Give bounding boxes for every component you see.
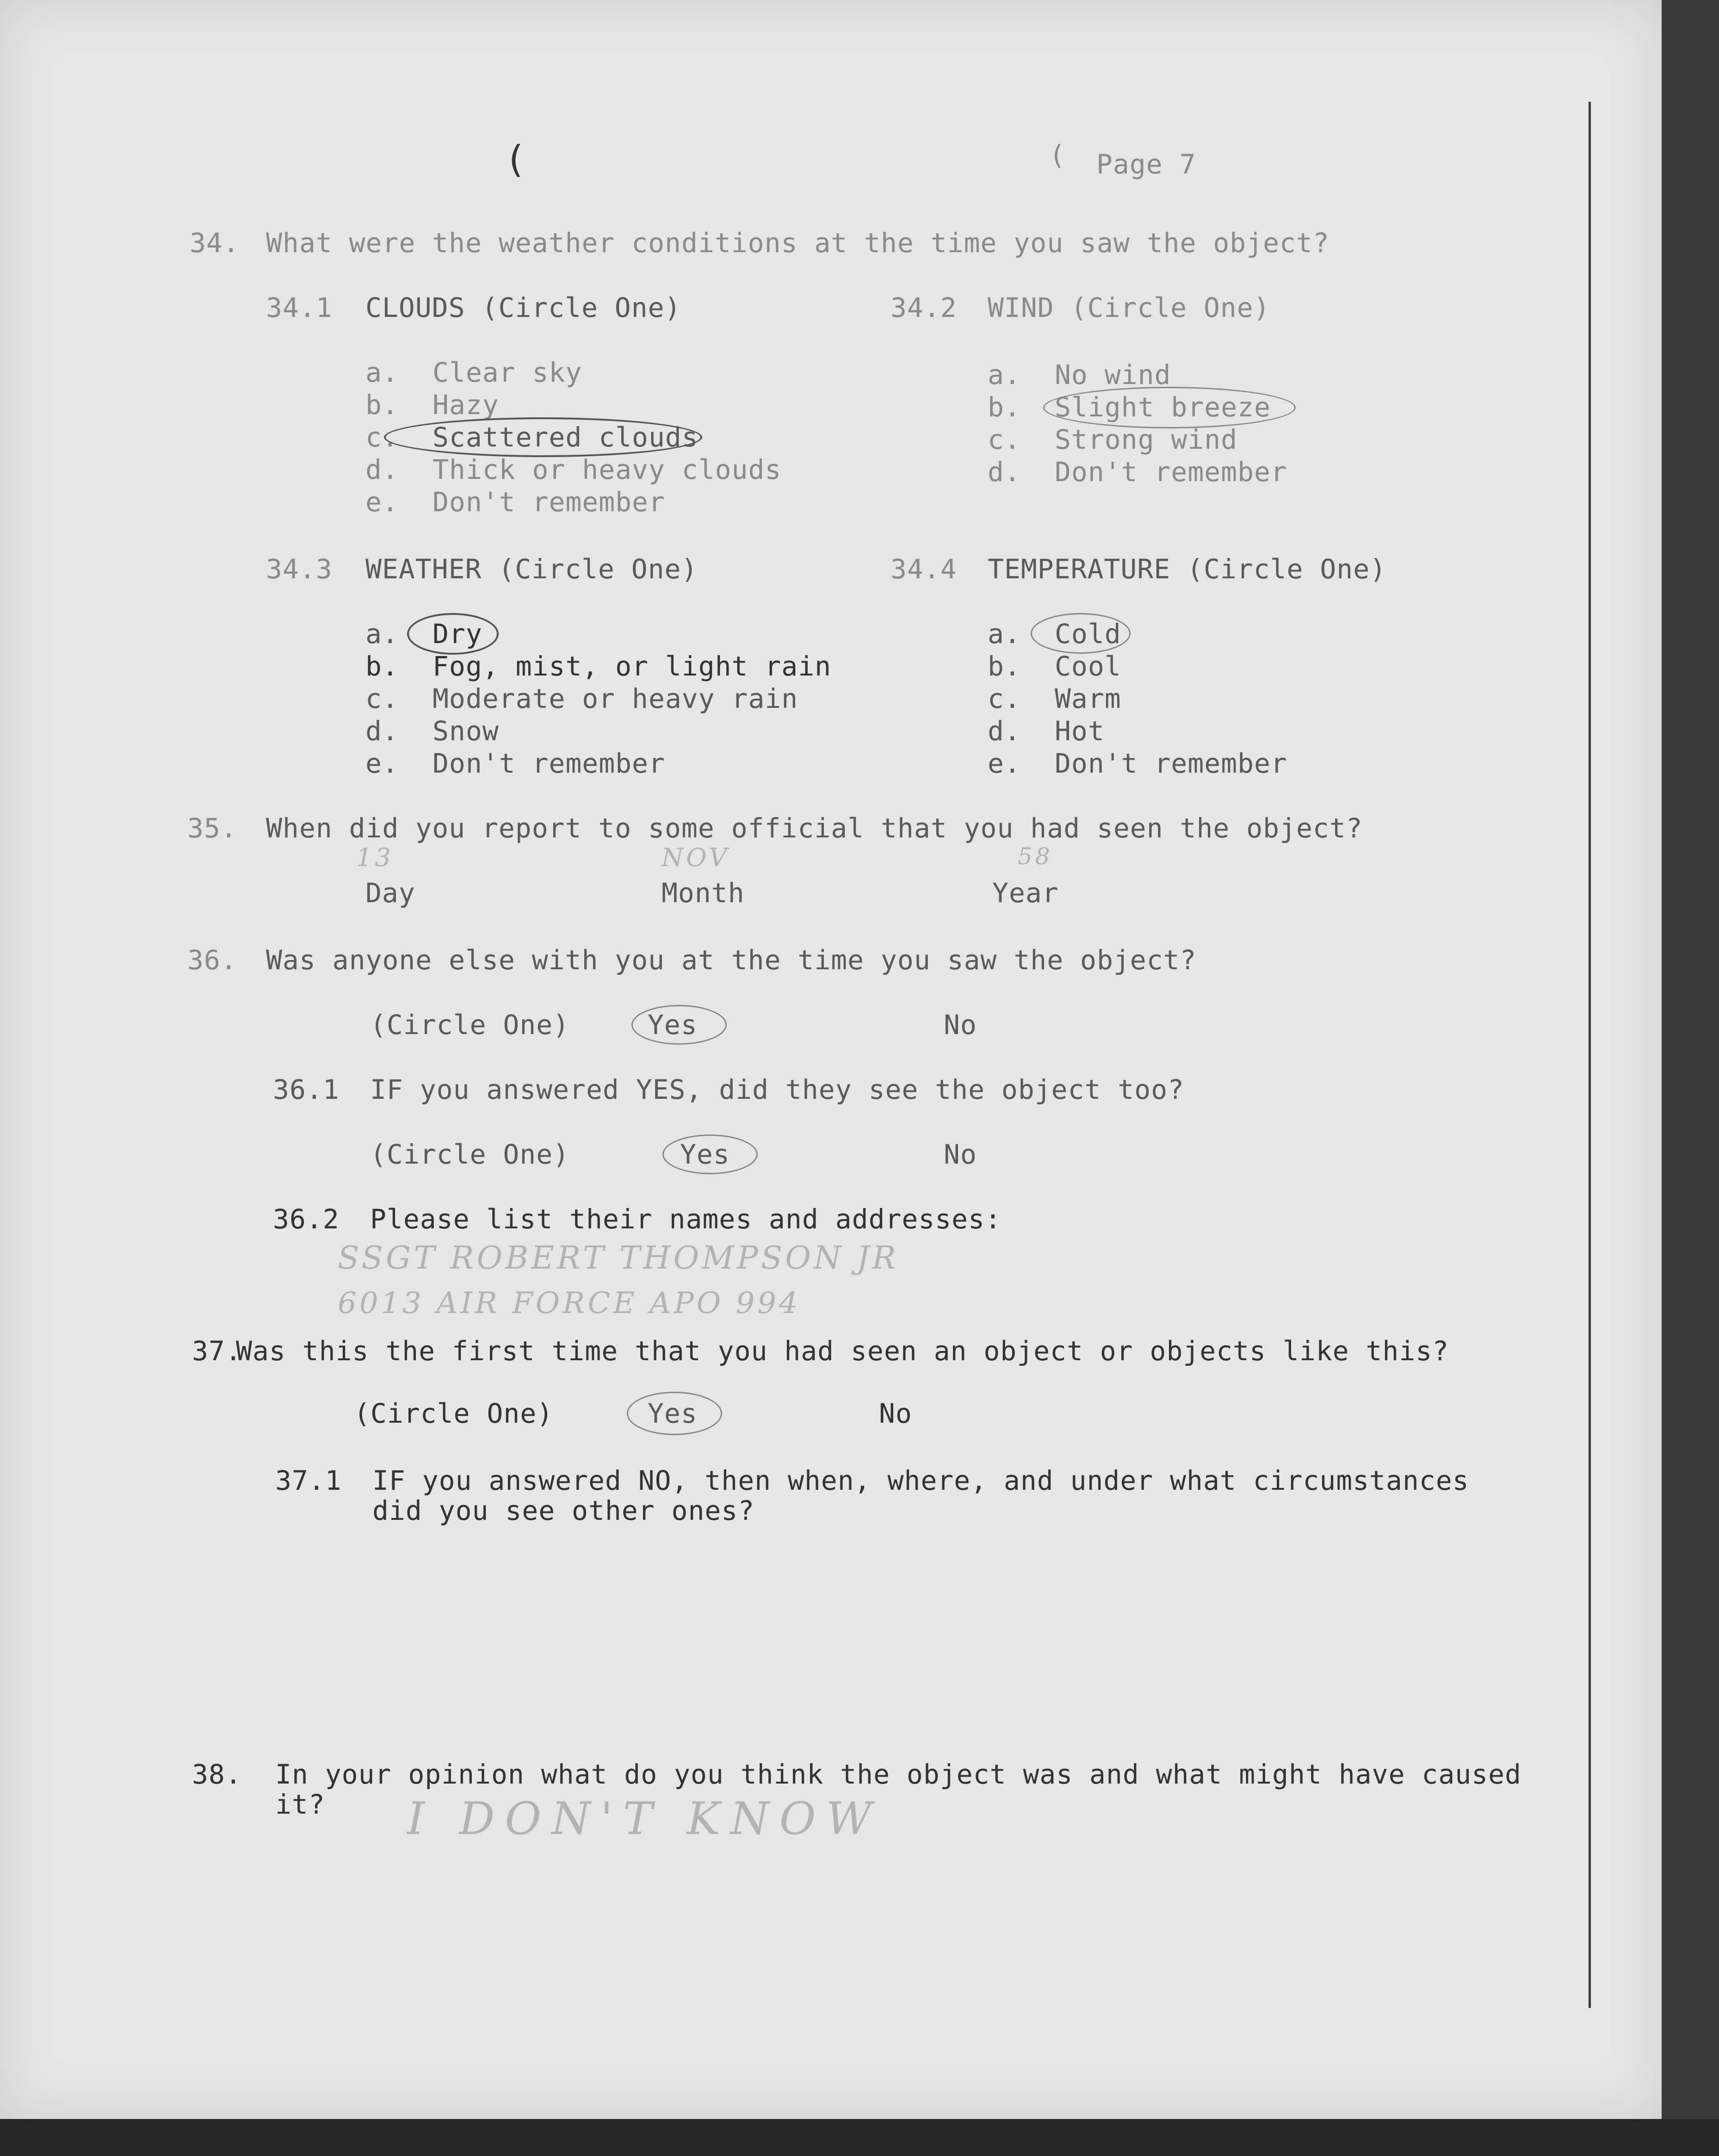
answer-circle	[407, 613, 499, 655]
wind-option-letter: c.	[988, 424, 1021, 455]
answer-circle	[384, 417, 702, 457]
q36-1-number: 36.1	[273, 1074, 340, 1105]
q38-question-line2: it?	[275, 1789, 325, 1820]
clouds-option-letter: a.	[365, 357, 399, 388]
q34-3-number: 34.3	[266, 553, 333, 585]
weather-title: WEATHER (Circle One)	[365, 553, 698, 585]
temperature-title: TEMPERATURE (Circle One)	[988, 553, 1387, 585]
yes-option: Yes	[648, 1398, 698, 1429]
q34-question: What were the weather conditions at the time you saw the object?	[266, 227, 1329, 259]
handwritten-address-line: 6013 AIR FORCE APO 994	[338, 1286, 801, 1320]
temperature-option-letter: a.	[988, 618, 1021, 650]
no-option: No	[944, 1139, 977, 1170]
paren-right: (	[1049, 139, 1066, 171]
handwritten-day: 13	[356, 843, 394, 872]
q35-number: 35.	[187, 812, 237, 844]
answer-circle	[631, 1005, 727, 1045]
wind-option-text: Strong wind	[1055, 424, 1238, 455]
wind-option-letter: b.	[988, 391, 1021, 423]
page-edge-line	[1589, 102, 1591, 2008]
answer-circle	[1043, 387, 1296, 428]
handwritten-names-line: SSGT ROBERT THOMPSON JR	[338, 1240, 899, 1276]
q38-question-line1: In your opinion what do you think the object was and what might have caused	[275, 1759, 1521, 1790]
clouds-option-text: Thick or heavy clouds	[433, 454, 782, 485]
q37-1-question-line2: did you see other ones?	[372, 1495, 755, 1526]
clouds-option-letter: c.	[365, 421, 399, 453]
temperature-option-text: Warm	[1055, 683, 1121, 714]
handwritten-year: 58	[1018, 843, 1053, 870]
wind-option-text: Slight breeze	[1055, 391, 1271, 423]
q36-question: Was anyone else with you at the time you saw the object?	[266, 944, 1197, 976]
no-option: No	[944, 1009, 977, 1041]
day-label: Day	[365, 877, 415, 909]
temperature-option-letter: c.	[988, 683, 1021, 714]
q36-number: 36.	[187, 944, 237, 976]
temperature-option-letter: b.	[988, 651, 1021, 682]
weather-option-text: Moderate or heavy rain	[433, 683, 798, 714]
clouds-title: CLOUDS (Circle One)	[365, 292, 681, 323]
weather-option-text: Snow	[433, 715, 499, 747]
weather-option-letter: b.	[365, 651, 399, 682]
q37-question: Was this the first time that you had seen an object or objects like this?	[236, 1335, 1449, 1367]
temperature-option-text: Hot	[1055, 715, 1105, 747]
q34-4-number: 34.4	[890, 553, 957, 585]
handwritten-opinion: I DON'T KNOW	[407, 1793, 882, 1845]
q36-2-question: Please list their names and addresses:	[370, 1203, 1002, 1235]
weather-option-letter: c.	[365, 683, 399, 714]
clouds-option-text: Scattered clouds	[433, 421, 699, 453]
circle-one-label: (Circle One)	[370, 1009, 570, 1041]
wind-option-letter: a.	[988, 359, 1021, 390]
clouds-option-text: Hazy	[433, 389, 499, 421]
weather-option-letter: a.	[365, 618, 399, 650]
clouds-option-text: Don't remember	[433, 486, 665, 518]
q34-2-number: 34.2	[890, 292, 957, 323]
q34-1-number: 34.1	[266, 292, 333, 323]
q37-1-number: 37.1	[275, 1465, 342, 1496]
wind-title: WIND (Circle One)	[988, 292, 1270, 323]
scan-border-bottom	[0, 2119, 1719, 2156]
q35-question: When did you report to some official that you had seen the object?	[266, 812, 1363, 844]
weather-option-letter: d.	[365, 715, 399, 747]
yes-option: Yes	[648, 1009, 698, 1041]
q37-1-question-line1: IF you answered NO, then when, where, and under what circumstances	[372, 1465, 1469, 1496]
temperature-option-text: Cold	[1055, 618, 1121, 650]
circle-one-label: (Circle One)	[354, 1398, 554, 1429]
year-label: Year	[992, 877, 1059, 909]
month-label: Month	[662, 877, 745, 909]
clouds-option-letter: b.	[365, 389, 399, 421]
answer-circle	[627, 1392, 722, 1435]
weather-option-letter: e.	[365, 748, 399, 779]
clouds-option-letter: e.	[365, 486, 399, 518]
q34-number: 34.	[190, 227, 240, 259]
temperature-option-text: Cool	[1055, 651, 1121, 682]
wind-option-letter: d.	[988, 456, 1021, 488]
page-number: Page 7	[1096, 149, 1196, 180]
yes-option: Yes	[680, 1139, 730, 1170]
scan-border-right	[1662, 0, 1719, 2156]
wind-option-text: Don't remember	[1055, 456, 1287, 488]
temperature-option-letter: e.	[988, 748, 1021, 779]
q37-number: 37.	[192, 1335, 242, 1367]
weather-option-text: Don't remember	[433, 748, 665, 779]
no-option: No	[879, 1398, 912, 1429]
temperature-option-text: Don't remember	[1055, 748, 1287, 779]
circle-one-label: (Circle One)	[370, 1139, 570, 1170]
q36-2-number: 36.2	[273, 1203, 340, 1235]
answer-circle	[1031, 613, 1131, 654]
temperature-option-letter: d.	[988, 715, 1021, 747]
answer-circle	[662, 1134, 758, 1174]
q38-number: 38.	[192, 1759, 242, 1790]
q36-1-question: IF you answered YES, did they see the object too?	[370, 1074, 1185, 1105]
handwritten-month: NOV	[662, 843, 730, 872]
weather-option-text: Dry	[433, 618, 482, 650]
wind-option-text: No wind	[1055, 359, 1171, 390]
weather-option-text: Fog, mist, or light rain	[433, 651, 832, 682]
clouds-option-letter: d.	[365, 454, 399, 485]
clouds-option-text: Clear sky	[433, 357, 582, 388]
paren-left: (	[504, 138, 527, 181]
